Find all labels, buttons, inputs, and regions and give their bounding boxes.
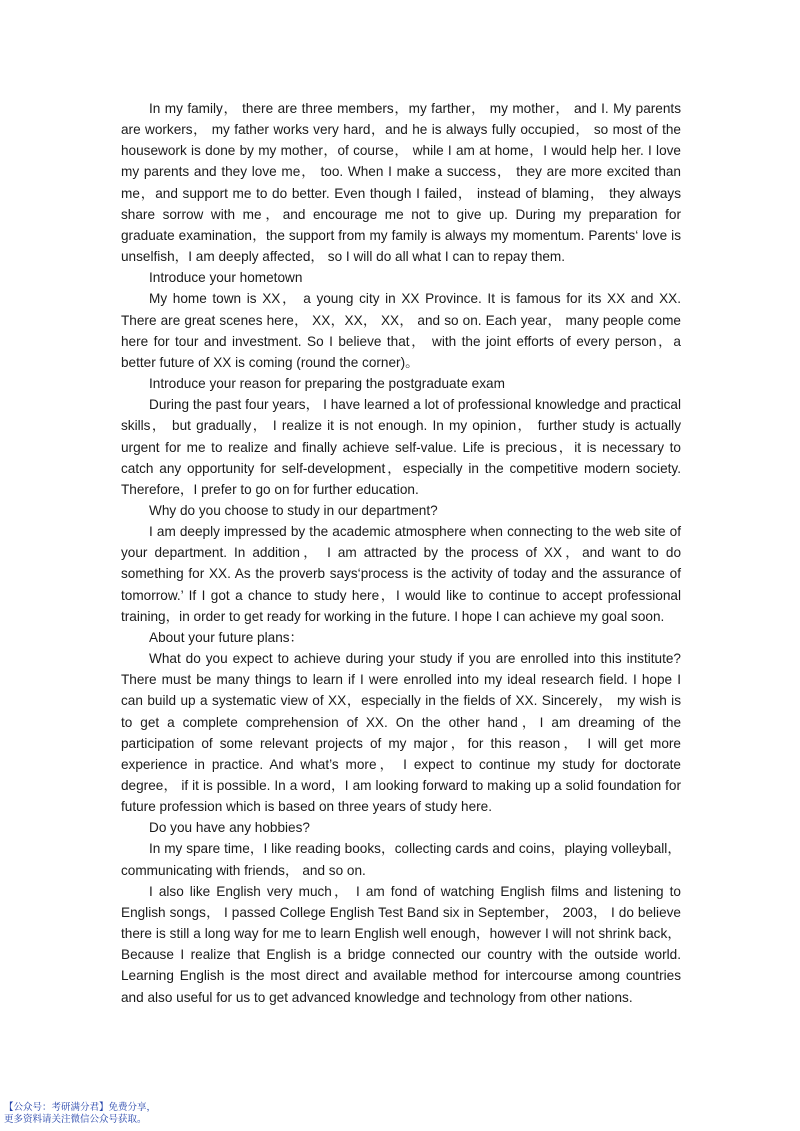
heading-future-plans: About your future plans： [149, 629, 304, 645]
heading-hometown: Introduce your hometown [149, 270, 303, 286]
footer-watermark-note [4, 1102, 156, 1126]
heading-exam-reason: Introduce your reason for preparing the postgraduate exam [149, 376, 505, 392]
paragraph-hometown: My home town is XX， a young city in XX Province. It is famous for its XX and XX. There are great scenes here， XX，XX， XX， and so on. Each year， many people come here for tour and investment. So I believe that， with the joint efforts of every person，a better future of XX is coming (round the corner)。 [121, 291, 681, 370]
paragraph-future-plans: What do you expect to achieve during your study if you are enrolled into this institute? There must be many things to learn if I were enrolled into my ideal research field. I hope I can build up a systematic view of XX，especially in the fields of XX. Sincerely， my wish is to get a complete comprehension of XX. On the other hand，I am dreaming of the participation of some relevant projects of my major，for this reason， I will get more experience in practice. And what’s more， I expect to continue my study for doctorate degree， if it is possible. In a word，I am looking forward to making up a solid foundation for future profession which is based on three years of study here. [121, 651, 681, 815]
heading-department: Why do you choose to study in our department? [149, 502, 438, 518]
paragraph-family: In my family， there are three members，my farther， my mother， and I. My parents are workers， my father works very hard，and he is always fully occupied， so most of the housework is done by my mother，of course， while I am at home，I would help her. I love my parents and they love me， too. When I make a success， they are more excited than me，and support me to do better. Even though I failed， instead of blaming， they always share sorrow with me，and encourage me not to give up. During my preparation for graduate examination，the support from my family is always my momentum. Parents‘ love is unselfish，I am deeply affected， so I will do all what I can to repay them. [121, 101, 681, 265]
paragraph-exam-reason: During the past four years， I have learned a lot of professional knowledge and practical skills， but gradually， I realize it is not enough. In my opinion， further study is actually urgent for me to realize and finally achieve self-value. Life is precious，it is necessary to catch any opportunity for self-development，especially in the competitive modern society. Therefore，I prefer to go on for further education. [121, 397, 681, 497]
paragraph-department: I am deeply impressed by the academic atmosphere when connecting to the web site of your department. In addition， I am attracted by the process of XX，and want to do something for XX. As the proverb says‘process is the activity of today and the assurance of tomorrow.’ If I got a chance to study here，I would like to continue to accept professional training，in order to get ready for working in the future. I hope I can achieve my goal soon. [121, 524, 681, 624]
footer-line-1: 【公众号：考研满分君】免费分享， [4, 1102, 157, 1113]
document-body [121, 98, 681, 1008]
paragraph-hobbies: In my spare time，I like reading books，collecting cards and coins，playing volleyball，communicating with friends， and so on. [121, 841, 681, 878]
footer-line-2: 更多资料请关注微信公众号获取。 [4, 1114, 147, 1125]
paragraph-english: I also like English very much， I am fond of watching English films and listening to English songs， I passed College English Test Band six in September， 2003， I do believe there is still a long way for me to learn English well enough，however I will not shrink back，Because I realize that English is a bridge connected our country with the outside world. Learning English is the most direct and available method for intercourse among countries and also useful for us to get advanced knowledge and technology from other nations. [121, 883, 681, 1005]
heading-hobbies: Do you have any hobbies? [149, 820, 310, 836]
